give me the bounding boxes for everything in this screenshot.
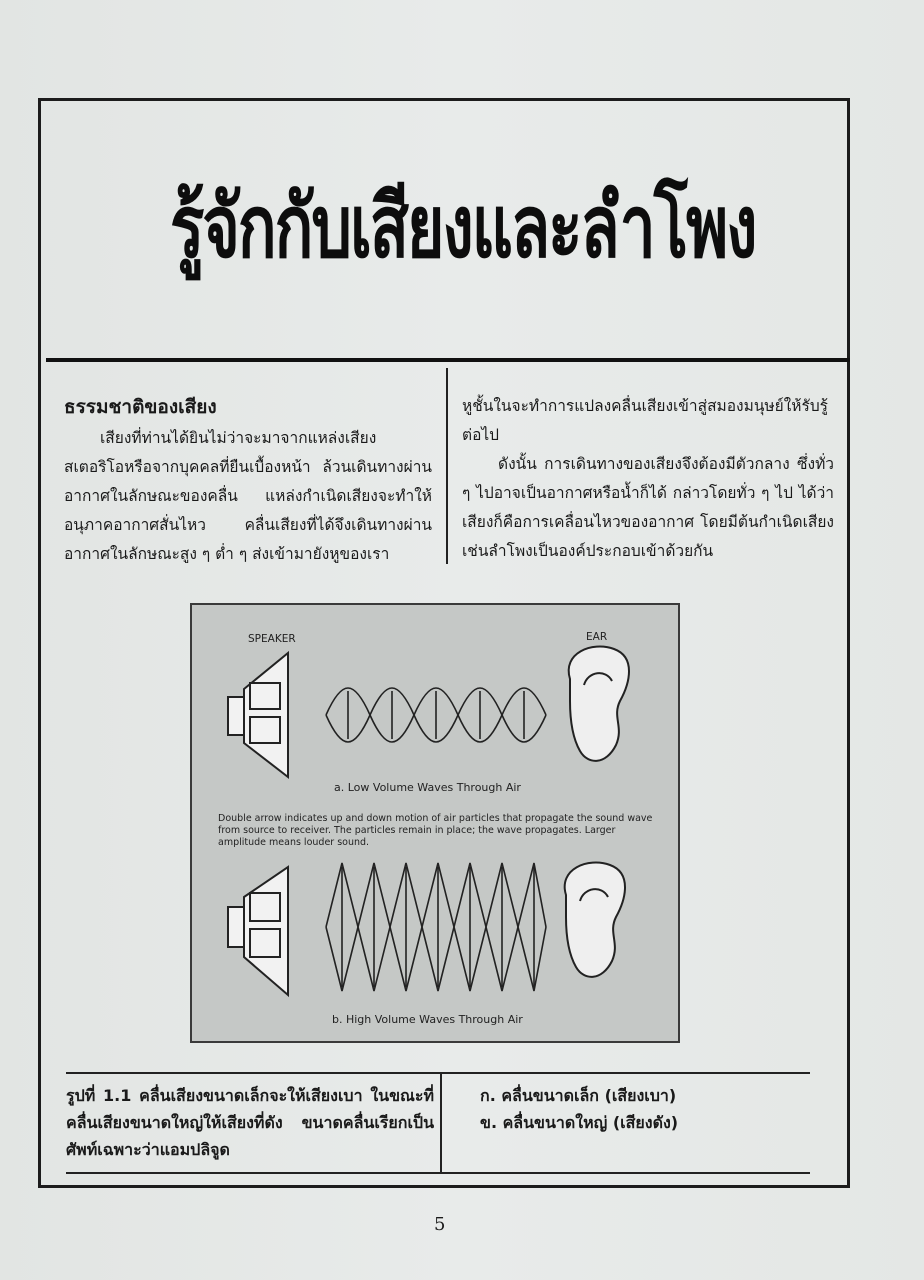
low-volume-wave: [326, 688, 546, 742]
low-volume-caption: a. Low Volume Waves Through Air: [334, 781, 521, 794]
text-column-left: [64, 392, 432, 569]
paragraph-right-2: ดังนั้น การเดินทางของเสียงจึงต้องมีตัวกลาง ซึ่งทั่ว ๆ ไปอาจเป็นอากาศหรือน้ำก็ได้ กล่าวโดยทั่ว ๆ ไป ได้ว่าเสียงก็คือการเคลื่อนไหวของอากาศ โดยมีต้นกำเนิดเสียงเช่นลำโพงเป็นองค์ประกอบเข้าด้วยกัน: [462, 455, 834, 560]
figure-note: Double arrow indicates up and down motion of air particles that propagate the sound wave from source to receiver. The particles remain in place; the wave propagates. Larger amplitude means louder sound.: [218, 813, 653, 848]
paragraph-right-1: หูชั้นในจะทำการแปลงคลื่นเสียงเข้าสู่สมองมนุษย์ให้รับรู้ต่อไป: [462, 397, 829, 444]
paragraph-left: เสียงที่ท่านได้ยินไม่ว่าจะมาจากแหล่งเสียงสเตอริโอหรือจากบุคคลที่ยืนเบื้องหน้า ล้วนเดินทางผ่านอากาศในลักษณะของคลื่น แหล่งกำเนิดเสียงจะทำให้อนุภาคอากาศสั่นไหว คลื่นเสียงที่ได้จึงเดินทางผ่านอากาศในลักษณะสูง ๆ ต่ำ ๆ ส่งเข้ามายังหูของเรา: [64, 429, 432, 563]
speaker-icon-high: [228, 867, 288, 995]
page-title: รู้จักกับเสียงและลำโพง: [170, 178, 756, 279]
sound-wave-figure: [190, 603, 680, 1043]
caption-rule-bottom: [66, 1172, 810, 1174]
ear-icon-low: [569, 647, 629, 761]
caption-rule-top: [66, 1072, 810, 1074]
section-heading: ธรรมชาติของเสียง: [64, 396, 217, 418]
high-volume-caption: b. High Volume Waves Through Air: [332, 1013, 523, 1026]
page-number: 5: [434, 1214, 446, 1235]
legend-item-a: ก. คลื่นขนาดเล็ก (เสียงเบา): [480, 1086, 677, 1105]
legend-item-b: ข. คลื่นขนาดใหญ่ (เสียงดัง): [480, 1113, 679, 1132]
text-column-right: [462, 392, 834, 566]
caption-legend: [480, 1082, 800, 1136]
column-divider: [446, 368, 448, 564]
caption-divider: [440, 1074, 442, 1172]
ear-icon-high: [565, 863, 625, 977]
ear-label: EAR: [586, 631, 608, 643]
speaker-icon-low: [228, 653, 288, 777]
figure-caption: รูปที่ 1.1 คลื่นเสียงขนาดเล็กจะให้เสียงเบา ในขณะที่คลื่นเสียงขนาดใหญ่ให้เสียงที่ดัง ขนาดคลื่นเรียกเป็นศัพท์เฉพาะว่าแอมปลิจูด: [66, 1086, 434, 1159]
speaker-label: SPEAKER: [248, 633, 296, 645]
high-volume-wave: [326, 863, 546, 991]
